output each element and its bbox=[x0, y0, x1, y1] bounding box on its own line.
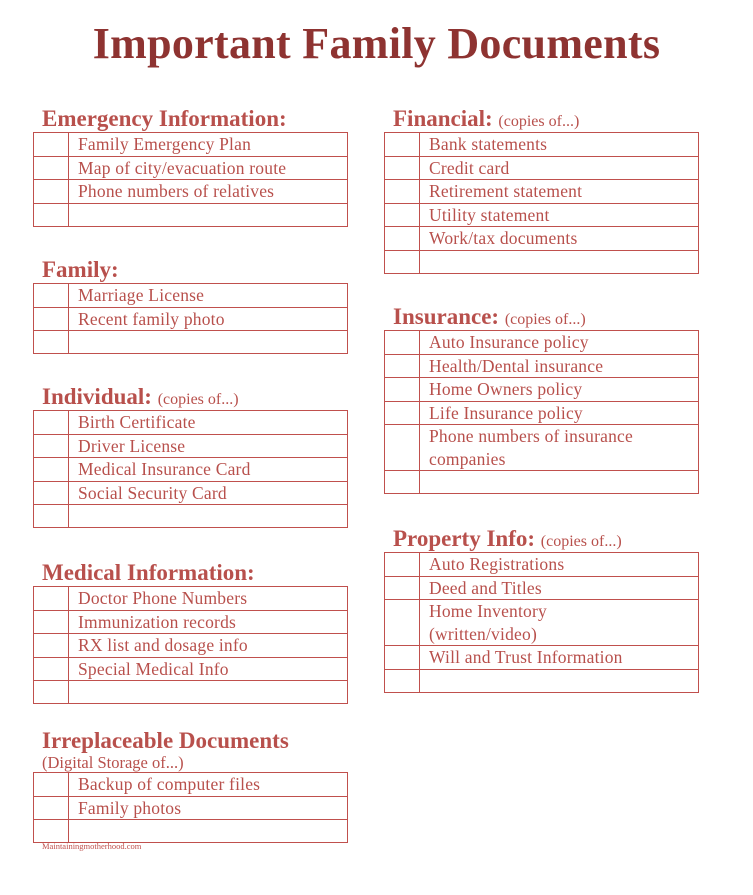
table-row bbox=[385, 553, 699, 577]
checkbox-cell[interactable] bbox=[34, 505, 69, 528]
item-label: Auto Insurance policy bbox=[420, 331, 699, 355]
heading-subtext: (copies of...) bbox=[498, 113, 580, 130]
heading-subtext: (copies of...) bbox=[540, 533, 622, 550]
section-heading bbox=[393, 304, 699, 330]
table-row bbox=[385, 669, 699, 692]
checkbox-cell[interactable] bbox=[34, 284, 69, 308]
item-label-blank[interactable] bbox=[69, 681, 348, 704]
section-property bbox=[384, 526, 699, 693]
section-financial bbox=[384, 106, 699, 274]
item-label: Auto Registrations bbox=[420, 553, 699, 577]
checkbox-cell[interactable] bbox=[385, 133, 420, 157]
section-individual bbox=[33, 384, 348, 528]
table-row bbox=[385, 425, 699, 471]
checkbox-cell[interactable] bbox=[385, 378, 420, 402]
item-label: Immunization records bbox=[69, 610, 348, 634]
table-row bbox=[34, 796, 348, 820]
section-emergency bbox=[33, 106, 348, 227]
checkbox-cell[interactable] bbox=[385, 156, 420, 180]
section-insurance bbox=[384, 304, 699, 494]
checkbox-cell[interactable] bbox=[385, 576, 420, 600]
table-row bbox=[385, 331, 699, 355]
item-label: Map of city/evacuation route bbox=[69, 156, 348, 180]
section-heading: Family: bbox=[42, 257, 119, 282]
item-label: Driver License bbox=[69, 434, 348, 458]
checkbox-cell[interactable] bbox=[34, 156, 69, 180]
table-row bbox=[34, 634, 348, 658]
table-row bbox=[385, 646, 699, 670]
table-row bbox=[385, 156, 699, 180]
table-row bbox=[34, 587, 348, 611]
table-row bbox=[385, 401, 699, 425]
section-heading: Irreplaceable Documents bbox=[42, 728, 289, 753]
heading-text: Insurance: bbox=[393, 304, 500, 329]
item-label: Work/tax documents bbox=[420, 227, 699, 251]
table-row bbox=[385, 250, 699, 273]
section-medical bbox=[33, 560, 348, 704]
item-label: Family photos bbox=[69, 796, 348, 820]
item-label-blank[interactable] bbox=[420, 471, 699, 494]
table-row bbox=[385, 378, 699, 402]
item-label: Deed and Titles bbox=[420, 576, 699, 600]
item-label-blank[interactable] bbox=[69, 820, 348, 843]
checkbox-cell[interactable] bbox=[34, 657, 69, 681]
checklist-table bbox=[33, 132, 348, 227]
heading-text: Individual: bbox=[42, 384, 152, 409]
table-row bbox=[385, 471, 699, 494]
table-row bbox=[385, 180, 699, 204]
item-label-blank[interactable] bbox=[420, 669, 699, 692]
checkbox-cell[interactable] bbox=[385, 646, 420, 670]
item-label: Health/Dental insurance bbox=[420, 354, 699, 378]
section-heading: Medical Information: bbox=[42, 560, 255, 585]
checkbox-cell[interactable] bbox=[34, 773, 69, 797]
page-title: Important Family Documents bbox=[92, 19, 661, 68]
table-row bbox=[34, 284, 348, 308]
heading-text: Property Info: bbox=[393, 526, 536, 551]
checkbox-cell[interactable] bbox=[385, 425, 420, 471]
section-heading: Emergency Information: bbox=[42, 106, 287, 131]
table-row bbox=[385, 133, 699, 157]
table-row bbox=[34, 156, 348, 180]
item-label: Retirement statement bbox=[420, 180, 699, 204]
checkbox-cell[interactable] bbox=[34, 434, 69, 458]
item-label: Family Emergency Plan bbox=[69, 133, 348, 157]
checkbox-cell[interactable] bbox=[34, 587, 69, 611]
checkbox-cell[interactable] bbox=[34, 481, 69, 505]
table-row bbox=[385, 203, 699, 227]
checklist-table bbox=[33, 586, 348, 704]
item-label: Backup of computer files bbox=[69, 773, 348, 797]
item-label: Medical Insurance Card bbox=[69, 458, 348, 482]
checkbox-cell[interactable] bbox=[385, 331, 420, 355]
item-label: Phone numbers of relatives bbox=[69, 180, 348, 204]
checkbox-cell[interactable] bbox=[34, 411, 69, 435]
item-label-blank[interactable] bbox=[69, 505, 348, 528]
checkbox-cell[interactable] bbox=[385, 401, 420, 425]
table-row bbox=[34, 203, 348, 226]
table-row bbox=[385, 354, 699, 378]
checklist-table bbox=[384, 330, 699, 494]
item-label: Home Inventory (written/video) bbox=[420, 600, 699, 646]
section-irreplaceable bbox=[33, 728, 348, 843]
table-row bbox=[34, 133, 348, 157]
checkbox-cell[interactable] bbox=[385, 600, 420, 646]
table-row bbox=[34, 331, 348, 354]
heading-subtext: (copies of...) bbox=[157, 391, 239, 408]
item-label-blank[interactable] bbox=[69, 203, 348, 226]
table-row bbox=[34, 505, 348, 528]
table-row bbox=[34, 610, 348, 634]
checkbox-cell[interactable] bbox=[385, 180, 420, 204]
checklist-table bbox=[33, 410, 348, 528]
checkbox-cell[interactable] bbox=[385, 227, 420, 251]
table-row bbox=[34, 307, 348, 331]
item-label: Doctor Phone Numbers bbox=[69, 587, 348, 611]
item-label: Life Insurance policy bbox=[420, 401, 699, 425]
heading-subtext: (copies of...) bbox=[504, 311, 586, 328]
table-row bbox=[385, 227, 699, 251]
checkbox-cell[interactable] bbox=[34, 610, 69, 634]
section-heading bbox=[42, 384, 348, 410]
section-heading bbox=[393, 526, 699, 552]
checkbox-cell[interactable] bbox=[34, 331, 69, 354]
table-row bbox=[34, 773, 348, 797]
item-label: Phone numbers of insurance companies bbox=[420, 425, 699, 471]
table-row bbox=[34, 180, 348, 204]
table-row bbox=[34, 820, 348, 843]
item-label: Will and Trust Information bbox=[420, 646, 699, 670]
table-row bbox=[34, 481, 348, 505]
item-label-blank[interactable] bbox=[69, 331, 348, 354]
item-label: Utility statement bbox=[420, 203, 699, 227]
item-label: Credit card bbox=[420, 156, 699, 180]
item-label: RX list and dosage info bbox=[69, 634, 348, 658]
table-row bbox=[34, 411, 348, 435]
checkbox-cell[interactable] bbox=[385, 669, 420, 692]
checkbox-cell[interactable] bbox=[385, 354, 420, 378]
item-label: Home Owners policy bbox=[420, 378, 699, 402]
item-label: Bank statements bbox=[420, 133, 699, 157]
footer-credit: Maintainingmotherhood.com bbox=[42, 841, 142, 851]
section-family bbox=[33, 257, 348, 354]
section-heading bbox=[393, 106, 699, 132]
checklist-table bbox=[33, 283, 348, 354]
checklist-table bbox=[33, 772, 348, 843]
table-row bbox=[34, 681, 348, 704]
checkbox-cell[interactable] bbox=[385, 471, 420, 494]
table-row bbox=[385, 576, 699, 600]
checkbox-cell[interactable] bbox=[34, 133, 69, 157]
item-label: Social Security Card bbox=[69, 481, 348, 505]
checkbox-cell[interactable] bbox=[34, 820, 69, 843]
table-row bbox=[34, 458, 348, 482]
checkbox-cell[interactable] bbox=[34, 180, 69, 204]
item-label: Recent family photo bbox=[69, 307, 348, 331]
item-label: Marriage License bbox=[69, 284, 348, 308]
heading-subtext: (Digital Storage of...) bbox=[42, 753, 184, 772]
checkbox-cell[interactable] bbox=[34, 681, 69, 704]
checkbox-cell[interactable] bbox=[34, 458, 69, 482]
checkbox-cell[interactable] bbox=[34, 634, 69, 658]
table-row bbox=[385, 600, 699, 646]
table-row bbox=[34, 657, 348, 681]
checkbox-cell[interactable] bbox=[34, 796, 69, 820]
checkbox-cell[interactable] bbox=[34, 203, 69, 226]
item-label: Birth Certificate bbox=[69, 411, 348, 435]
checklist-table bbox=[384, 552, 699, 693]
item-label: Special Medical Info bbox=[69, 657, 348, 681]
item-label-blank[interactable] bbox=[420, 250, 699, 273]
checkbox-cell[interactable] bbox=[385, 250, 420, 273]
checkbox-cell[interactable] bbox=[34, 307, 69, 331]
heading-text: Financial: bbox=[393, 106, 493, 131]
checklist-table bbox=[384, 132, 699, 274]
checkbox-cell[interactable] bbox=[385, 553, 420, 577]
table-row bbox=[34, 434, 348, 458]
checkbox-cell[interactable] bbox=[385, 203, 420, 227]
